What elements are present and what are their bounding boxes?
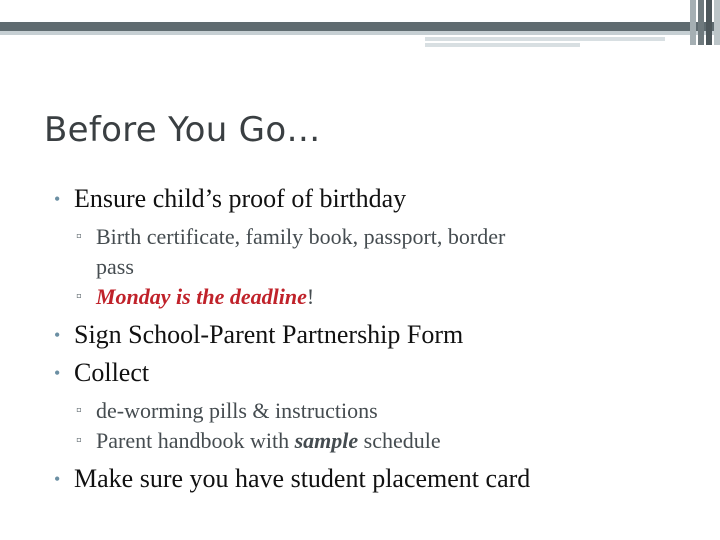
bullet-icon: • [54, 363, 61, 383]
bullet-item [52, 316, 692, 354]
corner-stripes [690, 0, 720, 45]
corner-stripe [706, 0, 712, 45]
sub-bullet-text: Parent handbook with [96, 428, 295, 453]
bullet-icon: • [54, 325, 61, 345]
corner-stripe [698, 0, 704, 45]
bullet-text: Ensure child’s proof of birthday [74, 184, 407, 213]
sub-bullet-icon: ▫ [76, 402, 82, 419]
corner-stripe [690, 0, 696, 45]
top-margin [0, 0, 720, 22]
header-accent-line [425, 37, 665, 41]
bullet-text: Collect [74, 358, 150, 387]
sub-bullet-item [52, 426, 692, 456]
bullet-item [52, 460, 692, 498]
bullet-icon: • [54, 189, 61, 209]
sub-bullet-icon: ▫ [76, 228, 82, 245]
bullet-item [52, 180, 692, 218]
deadline-text: Monday is the deadline [96, 284, 307, 309]
sub-bullet-item [52, 282, 692, 312]
bullet-list [52, 180, 692, 498]
header-accent-line-short [425, 43, 580, 47]
sub-bullet-text-continued: pass [96, 254, 134, 279]
sub-bullet-icon: ▫ [76, 432, 82, 449]
sub-bullet-text-end: schedule [358, 428, 441, 453]
corner-stripe [714, 0, 720, 45]
slide-title: Before You Go… [44, 110, 321, 150]
bullet-icon: • [54, 469, 61, 489]
sub-bullet-item [52, 222, 692, 282]
header-band-light [0, 31, 720, 35]
sub-bullet-item [52, 396, 692, 426]
sub-bullet-text: de-worming pills & instructions [96, 398, 378, 423]
bullet-item [52, 354, 692, 392]
header-band [0, 22, 720, 31]
bullet-text: Make sure you have student placement card [74, 464, 531, 493]
sub-bullet-icon: ▫ [76, 288, 82, 305]
sub-bullet-text: Birth certificate, family book, passport, border [96, 224, 506, 249]
bullet-text: Sign School-Parent Partnership Form [74, 320, 464, 349]
deadline-exclamation: ! [306, 284, 315, 309]
sub-bullet-emphasis: sample [294, 428, 359, 453]
